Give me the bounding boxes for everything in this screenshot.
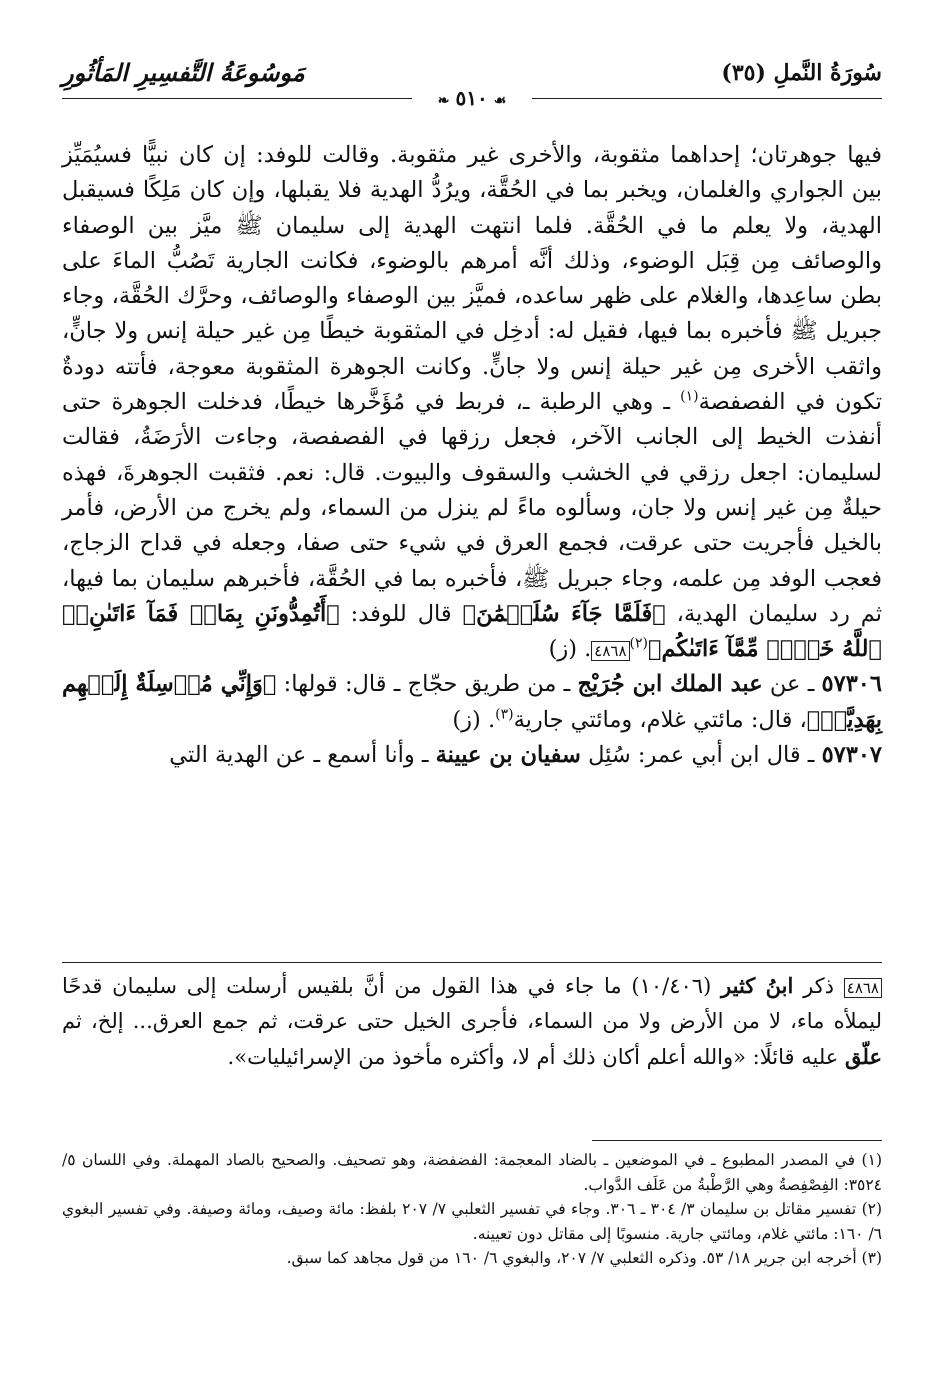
footnote-divider xyxy=(592,1140,882,1141)
footnote: (١) في المصدر المطبوع ـ في الموضعين ـ بالضاد المعجمة: الفضفضة، وهو تصحيف. والصحيح بالصاد المهملة. وفي اللسان ٥/ ٣٥٢٤: الفِصْفِصةُ وهي الرَّطْبةُ من عَلَف الدَّواب. xyxy=(62,1151,882,1194)
quran-verse: ﴿وَإِنِّي مُرۡسِلَةٌ إِلَيۡهِم بِهَدِيَّةٖ﴾ xyxy=(62,671,882,733)
narration-entry: ٥٧٣٠٦ ـ عن عبد الملك ابن جُرَيْج ـ من طريق حجّاج ـ قال: قولها: ﴿وَإِنِّي مُرۡسِلَةٌ إِلَيۡهِم بِهَدِيَّةٖ﴾، قال: مائتي غلام، ومائتي جارية$^{(٣)}$. (ز) xyxy=(62,671,882,733)
main-text xyxy=(62,138,882,773)
footnote-ref[interactable]: (٣) xyxy=(495,706,514,723)
divider xyxy=(62,962,882,963)
note-number-box: ٤٨٦٨ xyxy=(844,978,882,998)
page-number: ٥١٠ xyxy=(455,86,488,110)
entry-number: ٥٧٣٠٧ xyxy=(821,742,882,769)
footnote-ref[interactable]: (١) xyxy=(680,388,699,405)
entry-number: ٥٧٣٠٦ xyxy=(821,671,882,698)
book-title: مَوسُوعَةُ التَّفسِيرِ المَأثُورِ xyxy=(62,58,305,87)
footnote: (٢) تفسير مقاتل بن سليمان ٣/ ٣٠٤ ـ ٣٠٦. وجاء في تفسير الثعلبي ٧/ ٢٠٧ بلفظ: مائة وصيف، ومائة وصيفة. وفي تفسير البغوي ٦/ ١٦٠: مائتي غلام، ومائتي جارية. منسوبًا إلى مقاتل دون تعيينه. xyxy=(62,1200,883,1243)
footnote-ref[interactable]: (٢) xyxy=(629,635,648,652)
note-ref-box[interactable]: ٤٨٦٨ xyxy=(591,641,629,661)
ornament-icon: ☙ xyxy=(493,93,507,109)
page-number-row xyxy=(62,86,882,110)
scholar-name: ابنُ كثير xyxy=(721,973,794,998)
narrator-name: سفيان بن عيينة xyxy=(435,742,581,769)
footnotes xyxy=(62,1148,882,1271)
quran-verse: ﴿أَتُمِدُّونَنِ بِمَالٖ فَمَآ ءَاتَىٰنِۦَ ٱللَّهُ خَيۡرٞ مِّمَّآ ءَاتَىٰكُم﴾ xyxy=(62,600,882,663)
note-verb: علّق xyxy=(845,1044,882,1069)
narrator-name: عبد الملك ابن جُرَيْج xyxy=(577,671,763,698)
footnote: (٣) أخرجه ابن جرير ١٨/ ٥٣. وذكره الثعلبي ٧/ ٢٠٧، والبغوي ٦/ ١٦٠ من قول مجاهد كما سبق. xyxy=(286,1249,882,1267)
narration-entry: ٥٧٣٠٧ ـ قال ابن أبي عمر: سُئِل سفيان بن عيينة ـ وأنا أسمع ـ عن الهدية التي xyxy=(169,742,882,769)
ornament-icon: ❧ xyxy=(437,93,450,109)
commentary-note: ٤٨٦٨ ذكر ابنُ كثير (١٠/٤٠٦) ما جاء في هذا القول من أنَّ بلقيس أرسلت إلى سليمان قدحًا ليملأه ماء، لا من الأرض ولا من السماء، فأجرى الخيل حتى عرقت، ثم جمع العرق... إلخ، ثم علّق عليه قائلًا: «والله أعلم أكان ذلك أم لا، وأكثره مأخوذ من الإسرائيليات». xyxy=(62,973,882,1069)
paragraph: فيها جوهرتان؛ إحداهما مثقوبة، والأخرى غير مثقوبة. وقالت للوفد: إن كان نبيًّا فسيُمَيِّز بين الجواري والغلمان، ويخبر بما في الحُقَّة، ويرُدُّ الهدية فلا يقبلها، وإن كان مَلِكًا فسيقبل الهدية، ولا يعلم ما في الحُقَّة. فلما انتهت الهدية إلى سليمان ﷺ ميَّز بين الوصفاء والوصائف مِن قِبَل الوضوء، وذلك أنَّه أمرهم بالوضوء، فكانت الجارية تَصُبُّ الماءَ على بطن ساعِدها، والغلام على ظهر ساعده، فميَّز بين الوصفاء والوصائف، وحرَّك الحُقَّة، وجاء جبريل ﷺ فأخبره بما فيها، فقيل له: أدخِل في المثقوبة خيطًا مِن غير حيلة إنس ولا جانٍّ، واثقب الأخرى مِن غير حيلة إنس ولا جانٍّ. وكانت الجوهرة المثقوبة معوجة، فأتته دودةٌ تكون في الفصفصة$^{(١)}$ ـ وهي الرطبة ـ، فربط في مُؤَخَّرها خيطًا، فدخلت الجوهرة حتى أنفذت الخيط إلى الجانب الآخر، فجعل رزقها في الفصفصة، وجاءت الأرَضَةُ، فقالت لسليمان: اجعل رزقي في الخشب والسقوف والبيوت. قال: نعم. فثقبت الجوهرةَ، فهذه حيلةٌ مِن غير إنس ولا جان، وسألوه ماءً لم ينزل من السماء، ولم يخرج من الأرض، فأمر بالخيل فأجريت حتى عرقت، فجمع العرق في شيء حتى صفا، وجعله في قداح الزجاج، فعجب الوفد مِن علمه، وجاء جبريل ﷺ، فأخبره بما في الحُقَّة، فأخبرهم سليمان بما فيها، ثم رد سليمان الهدية، ﴿فَلَمَّا جَآءَ سُلَيۡمَٰنَ﴾ قال للوفد: ﴿أَتُمِدُّونَنِ بِمَالٖ فَمَآ ءَاتَىٰنِۦَ ٱللَّهُ خَيۡرٞ مِّمَّآ ءَاتَىٰكُم﴾$^{(٢)}$٤٨٦٨. (ز) xyxy=(62,142,883,663)
quran-verse: ﴿فَلَمَّا جَآءَ سُلَيۡمَٰنَ﴾ xyxy=(462,600,666,627)
page xyxy=(62,40,882,1360)
surah-title: سُورَةُ النَّملِ (٣٥) xyxy=(721,60,882,86)
